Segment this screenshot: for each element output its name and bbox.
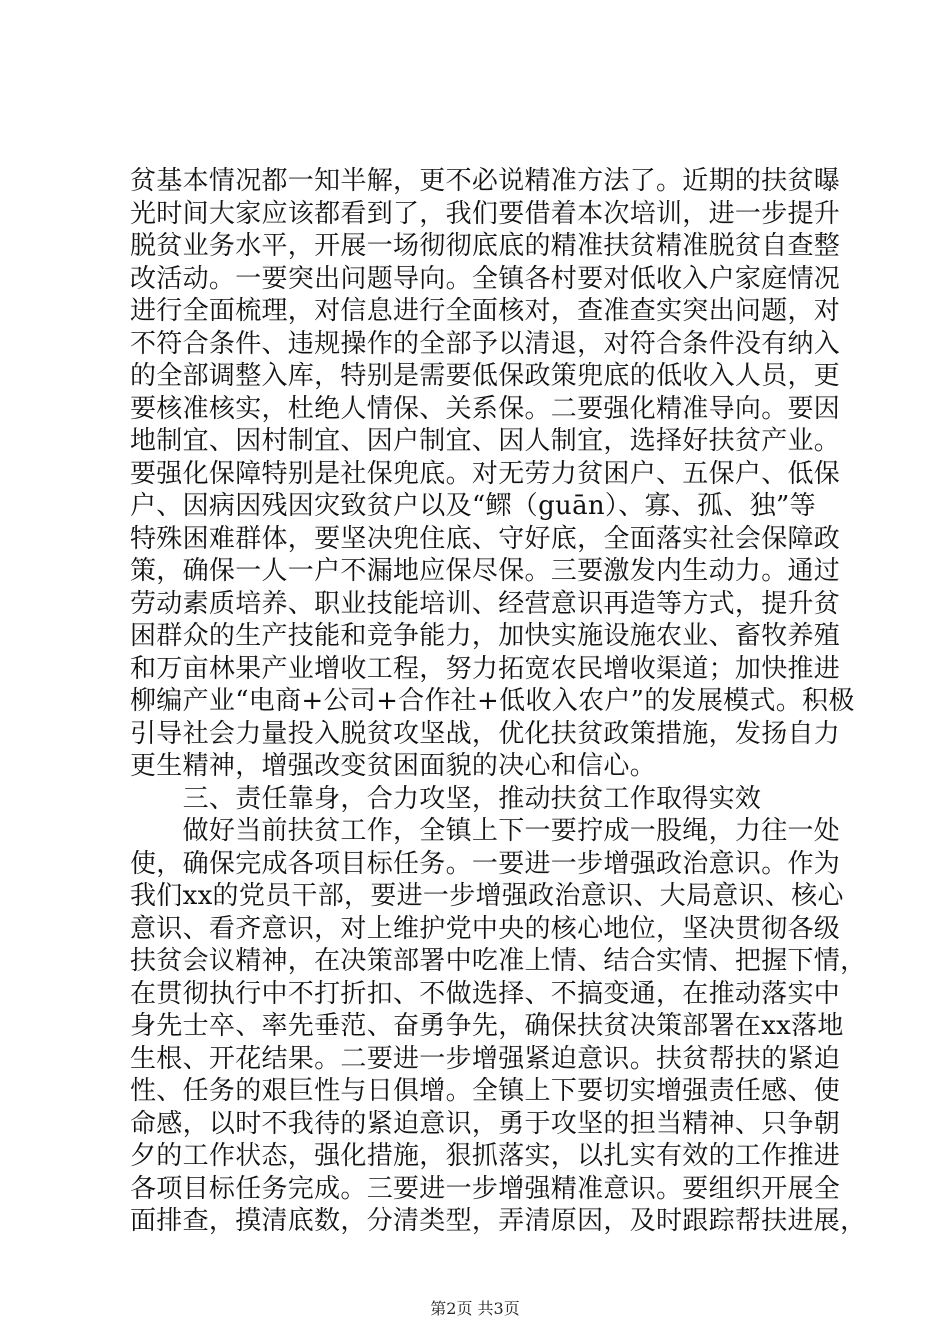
text-line: 和万亩林果产业增收工程，努力拓宽农民增收渠道；加快推进: [130, 653, 841, 684]
text-line: 身先士卒、率先垂范、奋勇争先，确保扶贫决策部署在xx落地: [130, 1011, 844, 1041]
text-line: 在贯彻执行中不打折扣、不做选择、不搞变通，在推动落实中: [130, 978, 841, 1009]
text-line: 不符合条件、违规操作的全部予以清退，对符合条件没有纳入: [130, 328, 841, 359]
text-line: 夕的工作状态，强化措施，狠抓落实，以扎实有效的工作推进: [130, 1141, 841, 1171]
section-heading: 三、责任靠身，合力攻坚，推动扶贫工作取得实效: [130, 783, 762, 814]
text-line: 地制宜、因村制宜、因户制宜、因人制宜，选择好扶贫产业。: [130, 426, 841, 456]
text-line: 户、因病因残因灾致贫户以及“鳏（guān）、寡、孤、独”等: [130, 491, 816, 521]
document-body: [130, 165, 867, 1238]
text-line: 劳动素质培养、职业技能培训、经营意识再造等方式，提升贫: [130, 588, 841, 619]
text-line: 要强化保障特别是社保兜底。对无劳力贫困户、五保户、低保: [130, 458, 841, 489]
page-number: 第2页 共3页: [430, 1299, 520, 1318]
text-line: 扶贫会议精神，在决策部署中吃准上情、结合实情、把握下情，: [130, 946, 867, 976]
text-line: 光时间大家应该都看到了，我们要借着本次培训，进一步提升: [130, 198, 841, 229]
text-line: 进行全面梳理，对信息进行全面核对，查准查实突出问题，对: [130, 296, 841, 326]
text-line: 面排查，摸清底数，分清类型，弄清原因，及时跟踪帮扶进展，: [130, 1206, 867, 1236]
text-line: 困群众的生产技能和竞争能力，加快实施设施农业、畜牧养殖: [130, 621, 841, 651]
text-line: 要核准核实，杜绝人情保、关系保。二要强化精准导向。要因: [130, 393, 841, 424]
text-line: 改活动。一要突出问题导向。全镇各村要对低收入户家庭情况: [130, 263, 841, 294]
text-line: 的全部调整入库，特别是需要低保政策兜底的低收入人员，更: [130, 361, 841, 391]
text-line: 更生精神，增强改变贫困面貌的决心和信心。: [130, 751, 657, 781]
text-line: 我们xx的党员干部，要进一步增强政治意识、大局意识、核心: [130, 881, 844, 911]
text-line: 引导社会力量投入脱贫攻坚战，优化扶贫政策措施，发扬自力: [130, 718, 841, 749]
text-line: 柳编产业“电商+公司+合作社+低收入农户”的发展模式。积极: [130, 686, 855, 716]
text-line: 策，确保一人一户不漏地应保尽保。三要激发内生动力。通过: [130, 556, 841, 586]
text-line: 特殊困难群体，要坚决兜住底、守好底，全面落实社会保障政: [130, 523, 841, 554]
text-line: 脱贫业务水平，开展一场彻彻底底的精准扶贫精准脱贫自查整: [130, 231, 841, 261]
text-line: 各项目标任务完成。三要进一步增强精准意识。要组织开展全: [130, 1173, 841, 1204]
text-line: 意识、看齐意识，对上维护党中央的核心地位，坚决贯彻各级: [130, 913, 841, 944]
text-line: 做好当前扶贫工作，全镇上下一要拧成一股绳，力往一处: [130, 816, 841, 846]
text-line: 贫基本情况都一知半解，更不必说精准方法了。近期的扶贫曝: [130, 166, 841, 196]
text-line: 命感，以时不我待的紧迫意识，勇于攻坚的担当精神、只争朝: [130, 1108, 841, 1139]
text-line: 性、任务的艰巨性与日俱增。全镇上下要切实增强责任感、使: [130, 1076, 841, 1106]
text-line: 生根、开花结果。二要进一步增强紧迫意识。扶贫帮扶的紧迫: [130, 1043, 841, 1074]
text-line: 使，确保完成各项目标任务。一要进一步增强政治意识。作为: [130, 848, 841, 879]
